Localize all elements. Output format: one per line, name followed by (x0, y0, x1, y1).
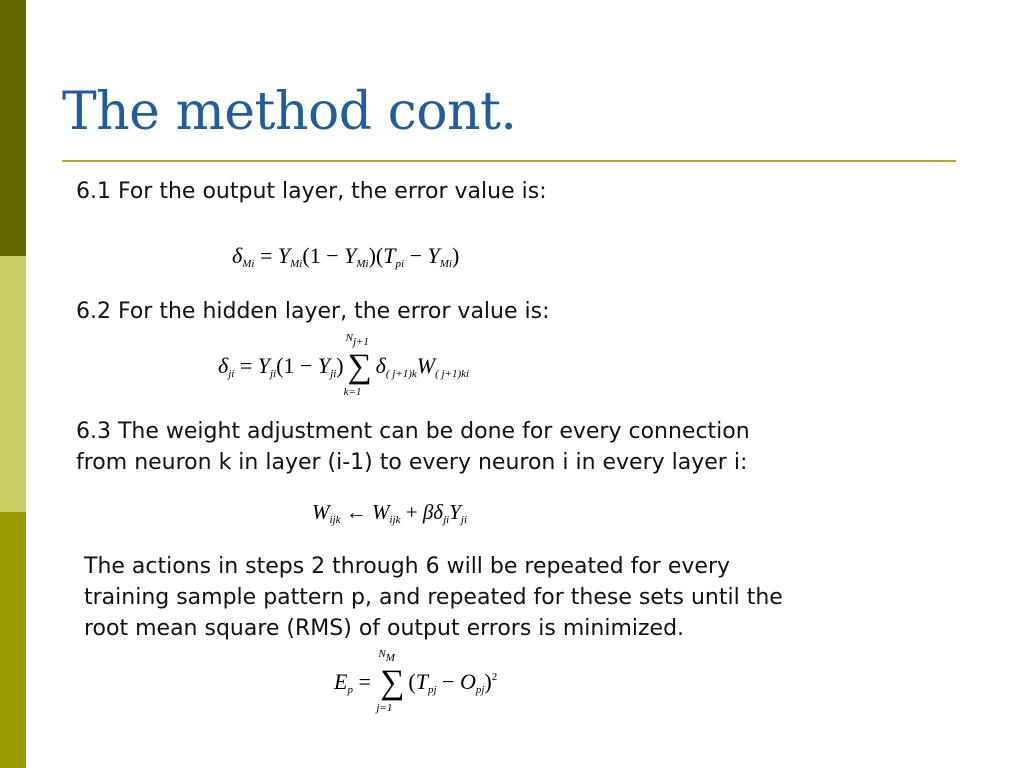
equation-rms-error: $E_p$ = $N_M$ ∑ j=1 $(T_{pj} - O_{pj})^2$ (334, 648, 498, 714)
equation-weight-update: $W_{ijk}$ ← $W_{ijk} + \beta\delta_{ji}Y_{ji}$ (312, 500, 468, 526)
sidebar-decoration (0, 0, 26, 768)
summation: $N_M$ ∑ j=1 (376, 648, 405, 714)
sidebar-segment-bottom (0, 512, 26, 768)
paragraph-output-layer: 6.1 For the output layer, the error value is: (76, 179, 547, 204)
paragraph-hidden-layer: 6.2 For the hidden layer, the error value is: (76, 299, 550, 324)
sidebar-segment-top (0, 0, 26, 256)
slide-title: The method cont. (62, 82, 517, 142)
summation: $N_{j+1}$ ∑ k=1 (343, 332, 372, 398)
equation-output-error: $\delta_{Mi} = Y_{Mi}(1 - Y_{Mi})(T_{pi} - Y_{Mi})$ (232, 243, 460, 270)
sidebar-segment-middle (0, 256, 26, 512)
equation-hidden-error: $\delta_{ji} = Y_{ji}(1 - Y_{ji})$ $N_{j+1}$ ∑ k=1 $\delta_{( j+1)k}W_{( j+1)ki}$ (218, 332, 470, 398)
paragraph-weight-adjustment: 6.3 The weight adjustment can be done for every connection from neuron k in layer (i-1) to every neuron i in every layer i: (76, 419, 750, 475)
paragraph-repeat-steps: The actions in steps 2 through 6 will be repeated for every training sample pattern p, and repeated for these sets until the root mean square (RMS) of output errors is minimized. (84, 554, 783, 641)
title-divider (62, 160, 956, 162)
